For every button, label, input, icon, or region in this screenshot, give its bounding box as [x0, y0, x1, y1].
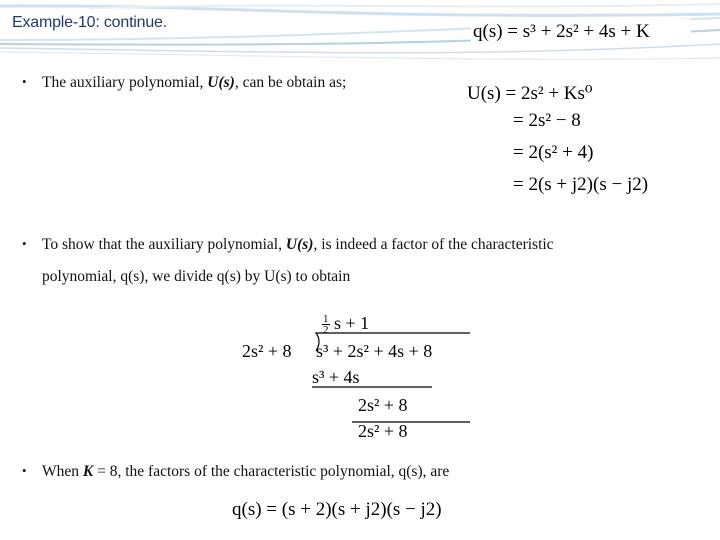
- final-factorization: q(s) = (s + 2)(s + j2)(s − j2): [232, 499, 442, 520]
- divisor: 2s² + 8: [242, 341, 292, 361]
- dividend: s³ + 2s² + 4s + 8: [316, 341, 433, 361]
- aux-step-4: = 2(s + j2)(s − j2): [513, 174, 649, 195]
- slide-title: Example-10: continue.: [12, 14, 168, 31]
- aux-step-3: = 2(s² + 4): [513, 142, 594, 163]
- aux-step-1: U(s) = 2s² + Ks⁰: [467, 83, 593, 104]
- long-division: [236, 305, 472, 443]
- bullet-auxiliary: • The auxiliary polynomial, U(s), can be obtain as;: [22, 74, 347, 91]
- remainder-1: 2s² + 8: [358, 395, 408, 415]
- bullet-dot-icon: •: [22, 463, 27, 478]
- aux-step-2: = 2s² − 8: [513, 110, 581, 131]
- subtract-2: 2s² + 8: [358, 421, 408, 441]
- bullet-factor: • To show that the auxiliary polynomial, U(s), is indeed a factor of the characteristic: [22, 236, 554, 253]
- bullet-dot-icon: •: [22, 74, 27, 89]
- quotient: $\frac{1}{2}$ s + 1: [323, 313, 370, 337]
- subtract-1: s³ + 4s: [312, 367, 360, 387]
- bullet-dot-icon: •: [22, 236, 27, 251]
- characteristic-equation: q(s) = s³ + 2s² + 4s + K: [471, 19, 691, 45]
- bullet-factor-line2: polynomial, q(s), we divide q(s) by U(s) to obtain: [42, 268, 351, 285]
- bullet-factors: • When K = 8, the factors of the characteristic polynomial, q(s), are: [22, 463, 450, 480]
